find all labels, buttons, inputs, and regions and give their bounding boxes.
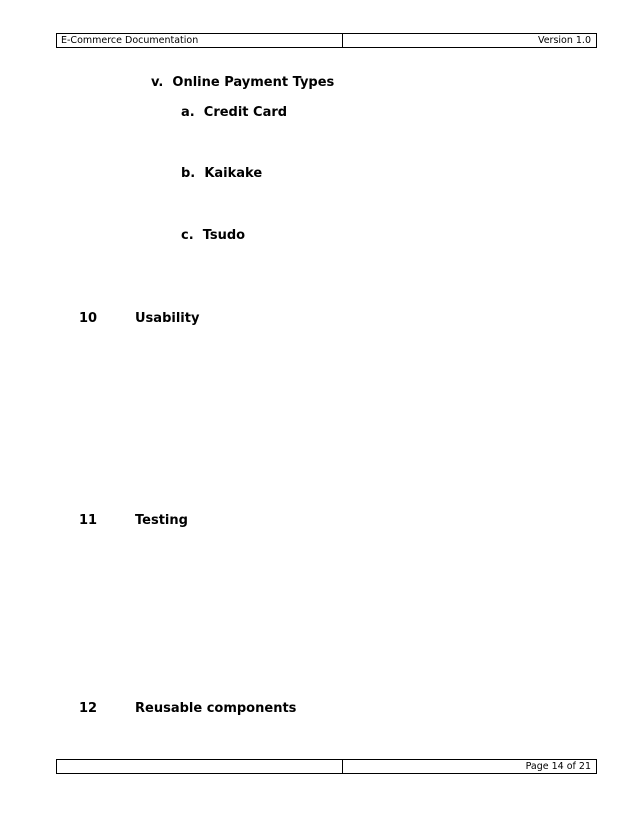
payment-item-kaikake xyxy=(181,166,262,182)
header-version: Version 1.0 xyxy=(537,35,591,46)
section-title-usability: Usability xyxy=(135,311,200,326)
header-document-title: E-Commerce Documentation xyxy=(57,34,343,47)
payment-types-heading xyxy=(151,75,334,91)
section-number-12: 12 xyxy=(79,701,98,716)
payment-item-credit-card xyxy=(181,105,287,121)
payment-item-label: Credit Card xyxy=(203,105,288,120)
page-number: Page 14 of 21 xyxy=(525,761,591,772)
page-footer xyxy=(56,759,597,774)
payment-types-title: Online Payment Types xyxy=(172,75,335,90)
payment-item-label: Tsudo xyxy=(202,228,246,243)
payment-types-marker: v. xyxy=(151,75,164,90)
payment-item-marker: c. xyxy=(181,228,194,243)
section-title-testing: Testing xyxy=(135,513,188,528)
payment-item-label: Kaikake xyxy=(204,166,263,181)
section-number-10: 10 xyxy=(79,311,98,326)
payment-item-tsudo xyxy=(181,228,245,244)
payment-item-marker: b. xyxy=(181,166,196,181)
page-header xyxy=(56,33,597,48)
section-number-11: 11 xyxy=(79,513,98,528)
payment-item-marker: a. xyxy=(181,105,195,120)
section-title-reusable-components: Reusable components xyxy=(135,701,297,716)
footer-left-cell xyxy=(57,760,343,773)
